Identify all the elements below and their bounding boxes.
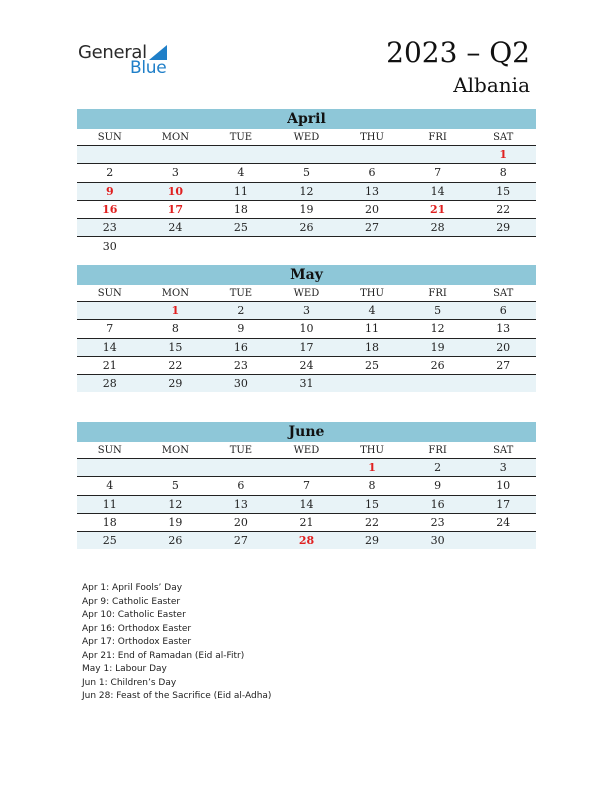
week-row (77, 164, 536, 182)
day-cell: 22 (143, 356, 209, 374)
day-cell: 12 (143, 495, 209, 513)
week-row (77, 182, 536, 200)
day-cell: 24 (274, 356, 340, 374)
holiday-note: Apr 21: End of Ramadan (Eid al-Fitr) (82, 650, 245, 661)
day-cell: 3 (143, 164, 209, 182)
day-cell: 1 (470, 146, 536, 164)
day-cell: 9 (405, 477, 471, 495)
day-cell: 19 (143, 513, 209, 531)
day-cell: 28 (405, 219, 471, 237)
calendar-grid (77, 129, 536, 255)
day-cell: 2 (77, 164, 143, 182)
logo-general-text: General (78, 42, 147, 63)
day-cell: 27 (208, 532, 274, 550)
holiday-note: Apr 16: Orthodox Easter (82, 623, 192, 634)
country-name: Albania (453, 73, 530, 97)
day-cell (470, 532, 536, 550)
day-cell: 5 (143, 477, 209, 495)
day-cell: 16 (405, 495, 471, 513)
week-row (77, 513, 536, 531)
day-cell (405, 146, 471, 164)
holiday-note: Jun 28: Feast of the Sacrifice (Eid al-Adha) (82, 691, 272, 701)
weekday-label: WED (274, 442, 340, 459)
week-row (77, 146, 536, 164)
day-cell: 21 (405, 200, 471, 218)
logo (78, 40, 178, 80)
day-cell: 15 (339, 495, 405, 513)
day-cell: 24 (143, 219, 209, 237)
weekday-label: FRI (405, 129, 471, 146)
day-cell (77, 302, 143, 320)
day-cell (339, 237, 405, 255)
week-row (77, 532, 536, 550)
weekday-label: SUN (77, 442, 143, 459)
day-cell: 3 (274, 302, 340, 320)
day-cell: 2 (208, 302, 274, 320)
day-cell: 13 (208, 495, 274, 513)
week-row (77, 302, 536, 320)
holiday-note: Apr 9: Catholic Easter (82, 596, 181, 607)
day-cell: 31 (274, 375, 340, 393)
day-cell: 17 (470, 495, 536, 513)
weekday-label: MON (143, 285, 209, 302)
day-cell: 17 (274, 338, 340, 356)
day-cell: 7 (405, 164, 471, 182)
week-row (77, 237, 536, 255)
day-cell: 14 (274, 495, 340, 513)
day-cell: 18 (208, 200, 274, 218)
weekday-label: TUE (208, 129, 274, 146)
logo-blue-text: Blue (130, 58, 167, 78)
day-cell: 30 (102, 239, 117, 253)
week-row (77, 356, 536, 374)
holiday-note: Apr 17: Orthodox Easter (82, 637, 192, 647)
day-cell: 25 (77, 532, 143, 550)
month-april (77, 109, 536, 255)
day-cell: 3 (470, 459, 536, 477)
day-cell: 15 (143, 338, 209, 356)
day-cell: 25 (208, 219, 274, 237)
day-cell: 30 (405, 532, 471, 550)
day-cell: 8 (143, 320, 209, 338)
day-cell: 16 (208, 338, 274, 356)
week-row (77, 219, 536, 237)
weekday-label: THU (339, 285, 405, 302)
day-cell: 13 (339, 182, 405, 200)
weekday-label: SAT (470, 129, 536, 146)
day-cell: 19 (405, 338, 471, 356)
day-cell: 9 (208, 320, 274, 338)
day-cell: 4 (339, 302, 405, 320)
day-cell: 13 (470, 320, 536, 338)
day-cell: 6 (208, 477, 274, 495)
day-cell: 14 (405, 182, 471, 200)
day-cell: 21 (77, 356, 143, 374)
week-row (77, 477, 536, 495)
day-cell (470, 237, 536, 255)
holiday-note: Apr 10: Catholic Easter (82, 610, 186, 620)
month-header: May (77, 265, 536, 285)
day-cell: 12 (274, 182, 340, 200)
day-cell: 15 (470, 182, 536, 200)
day-cell: 23 (208, 356, 274, 374)
day-cell: 30 (208, 375, 274, 393)
calendar-grid (77, 285, 536, 392)
day-cell (208, 459, 274, 477)
week-row (77, 459, 536, 477)
day-cell: 12 (405, 320, 471, 338)
day-cell: 26 (274, 219, 340, 237)
calendar-grid (77, 442, 536, 549)
weekday-label: FRI (405, 285, 471, 302)
day-cell: 8 (470, 164, 536, 182)
month-header: April (77, 109, 536, 129)
day-cell: 11 (339, 320, 405, 338)
day-cell (77, 146, 143, 164)
weekday-label: SAT (470, 285, 536, 302)
day-cell: 19 (274, 200, 340, 218)
day-cell: 29 (143, 375, 209, 393)
weekday-label: SUN (77, 129, 143, 146)
day-cell: 21 (274, 513, 340, 531)
weekday-label: FRI (405, 442, 471, 459)
day-cell (274, 146, 340, 164)
day-cell: 26 (405, 356, 471, 374)
day-cell: 20 (208, 513, 274, 531)
day-cell: 24 (470, 513, 536, 531)
day-cell: 7 (77, 320, 143, 338)
weekday-label: WED (274, 129, 340, 146)
page-title: 2023 – Q2 (386, 36, 530, 69)
day-cell: 23 (405, 513, 471, 531)
day-cell: 6 (339, 164, 405, 182)
day-cell (274, 237, 340, 255)
day-cell: 10 (143, 182, 209, 200)
day-cell: 5 (274, 164, 340, 182)
day-cell: 8 (339, 477, 405, 495)
day-cell: 11 (77, 495, 143, 513)
day-cell (405, 375, 471, 393)
week-row (77, 375, 536, 393)
day-cell: 25 (339, 356, 405, 374)
day-cell: 7 (274, 477, 340, 495)
day-cell (77, 459, 143, 477)
day-cell (208, 237, 274, 255)
week-row (77, 495, 536, 513)
weekday-label: WED (274, 285, 340, 302)
day-cell: 28 (77, 375, 143, 393)
month-may (77, 265, 536, 392)
day-cell (470, 375, 536, 393)
day-cell: 9 (77, 182, 143, 200)
day-cell: 20 (470, 338, 536, 356)
holiday-note: Apr 1: April Fools’ Day (82, 583, 183, 593)
day-cell (339, 375, 405, 393)
day-cell: 2 (405, 459, 471, 477)
day-cell (143, 237, 209, 255)
day-cell: 22 (470, 200, 536, 218)
week-row (77, 320, 536, 338)
day-cell: 6 (470, 302, 536, 320)
day-cell: 14 (77, 338, 143, 356)
day-cell: 5 (405, 302, 471, 320)
holiday-notes (82, 582, 271, 704)
day-cell: 29 (470, 219, 536, 237)
day-cell: 18 (77, 513, 143, 531)
day-cell: 4 (208, 164, 274, 182)
day-cell: 1 (143, 302, 209, 320)
day-cell: 27 (470, 356, 536, 374)
day-cell: 17 (143, 200, 209, 218)
weekday-label: SAT (470, 442, 536, 459)
day-cell: 28 (274, 532, 340, 550)
weekday-label: TUE (208, 442, 274, 459)
day-cell: 23 (77, 219, 143, 237)
day-cell: 10 (470, 477, 536, 495)
day-cell (405, 237, 471, 255)
day-cell: 26 (143, 532, 209, 550)
day-cell: 18 (339, 338, 405, 356)
month-header: June (77, 422, 536, 442)
month-june (77, 422, 536, 549)
day-cell (274, 459, 340, 477)
weekday-label: TUE (208, 285, 274, 302)
day-cell: 4 (77, 477, 143, 495)
day-cell: 27 (339, 219, 405, 237)
day-cell: 11 (208, 182, 274, 200)
week-row (77, 200, 536, 218)
weekday-label: MON (143, 129, 209, 146)
day-cell: 20 (339, 200, 405, 218)
holiday-note: Jun 1: Children’s Day (82, 677, 177, 688)
day-cell: 1 (339, 459, 405, 477)
week-row (77, 338, 536, 356)
day-cell (143, 459, 209, 477)
day-cell: 16 (77, 200, 143, 218)
day-cell (143, 146, 209, 164)
day-cell (208, 146, 274, 164)
day-cell: 22 (339, 513, 405, 531)
weekday-label: THU (339, 129, 405, 146)
weekday-label: SUN (77, 285, 143, 302)
holiday-note: May 1: Labour Day (82, 664, 167, 674)
day-cell: 29 (339, 532, 405, 550)
day-cell: 10 (274, 320, 340, 338)
weekday-label: MON (143, 442, 209, 459)
weekday-label: THU (339, 442, 405, 459)
day-cell (339, 146, 405, 164)
